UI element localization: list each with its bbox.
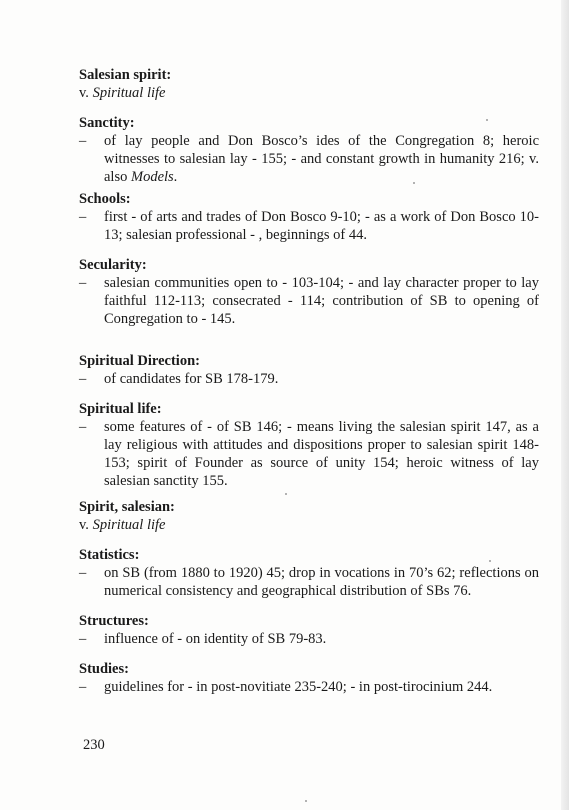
index-entry-spiritual-direction — [79, 352, 539, 388]
item-text: first - of arts and trades of Don Bosco 9-10; - as a work of Don Bosco 10-13; salesian professional - , beginnings of 44. — [104, 209, 539, 243]
index-entry-salesian-spirit — [79, 66, 539, 102]
item-dash: – — [79, 275, 87, 291]
entry-item — [79, 274, 539, 328]
index-entry-sanctity — [79, 114, 539, 186]
item-dash: – — [79, 419, 87, 435]
index-entry-statistics — [79, 546, 539, 600]
item-text: on SB (from 1880 to 1920) 45; drop in vocations in 70’s 62; reflections on numerical consistency and geographical distribution of SBs 76. — [104, 565, 539, 599]
index-entry-spiritual-life — [79, 400, 539, 490]
see-prefix: v. — [79, 517, 89, 533]
item-dash: – — [79, 679, 87, 695]
item-dash: – — [79, 371, 87, 387]
item-dash: – — [79, 631, 87, 647]
entry-item — [79, 418, 539, 490]
scan-speck — [489, 560, 491, 562]
entry-heading: Structures: — [79, 613, 149, 629]
entry-item — [79, 132, 539, 186]
scan-edge-shadow — [561, 0, 569, 810]
item-text: some features of - of SB 146; - means living the salesian spirit 147, as a lay religious with attitudes and dispositions proper to salesian spirit 148-153; spirit of Founder as source of unity 154; heroic witness of lay salesian sanctity 155. — [104, 419, 539, 489]
entry-heading: Statistics: — [79, 547, 140, 563]
scan-speck — [305, 800, 307, 802]
index-entry-structures — [79, 612, 539, 648]
entry-heading: Spiritual life: — [79, 401, 162, 417]
entry-heading: Spirit, salesian: — [79, 499, 175, 515]
scan-speck — [486, 119, 488, 121]
entry-item — [79, 564, 539, 600]
entry-heading: Sanctity: — [79, 115, 135, 131]
item-text: guidelines for - in post-novitiate 235-240; - in post-tirocinium 244. — [104, 679, 493, 695]
item-italic-text: Models — [130, 169, 174, 185]
index-entry-spirit-salesian — [79, 498, 539, 534]
entry-heading: Schools: — [79, 191, 131, 207]
entry-item — [79, 630, 539, 648]
see-prefix: v. — [79, 85, 89, 101]
entry-heading: Secularity: — [79, 257, 147, 273]
item-text: salesian communities open to - 103-104; - and lay character proper to lay faithful 112-113; consecrated - 114; contribution of SB to opening of Congregation to - 145. — [104, 275, 539, 327]
see-target: Spiritual life — [92, 85, 166, 101]
scan-speck — [413, 182, 415, 184]
entry-item — [79, 370, 539, 388]
scan-speck — [285, 493, 287, 495]
item-text: influence of - on identity of SB 79-83. — [104, 631, 327, 647]
item-dash: – — [79, 209, 87, 225]
see-reference — [79, 84, 539, 102]
entry-heading: Salesian spirit: — [79, 67, 172, 83]
page-number: 230 — [83, 737, 105, 753]
item-text-end: . — [173, 169, 178, 185]
entry-heading: Studies: — [79, 661, 129, 677]
index-entry-schools — [79, 190, 539, 244]
index-entry-secularity — [79, 256, 539, 328]
item-text: of candidates for SB 178-179. — [104, 371, 279, 387]
item-dash: – — [79, 565, 87, 581]
entry-item — [79, 678, 539, 696]
index-entry-studies — [79, 660, 539, 696]
entry-heading: Spiritual Direction: — [79, 353, 200, 369]
item-dash: – — [79, 133, 87, 149]
see-target: Spiritual life — [92, 517, 166, 533]
entry-item — [79, 208, 539, 244]
item-text: of lay people and Don Bosco’s ides of the Congregation 8; heroic witnesses to salesian lay - 155; - and constant growth in humanity 216; v. also — [104, 133, 539, 185]
see-reference — [79, 516, 539, 534]
